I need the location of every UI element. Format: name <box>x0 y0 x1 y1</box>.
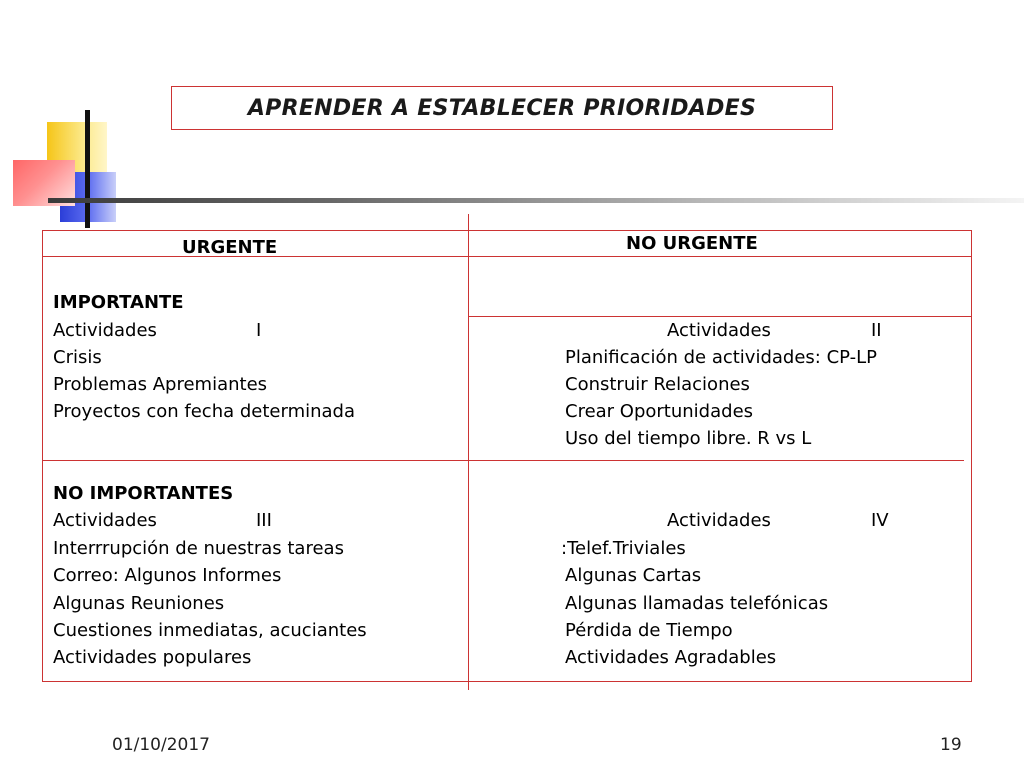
q4-item: :Telef.Triviales <box>561 538 686 559</box>
q3-item: Algunas Reuniones <box>53 593 225 614</box>
q4-heading: Actividades <box>667 510 771 531</box>
q4-item: Algunas llamadas telefónicas <box>565 593 829 614</box>
q3-item: Correo: Algunos Informes <box>53 565 282 586</box>
q2-item: Crear Oportunidades <box>565 401 754 422</box>
q3-numeral: III <box>256 510 272 531</box>
q3-heading: Actividades <box>53 510 157 531</box>
q1-heading: Actividades <box>53 320 157 341</box>
q4-item: Actividades Agradables <box>565 647 777 668</box>
q2-heading: Actividades <box>667 320 771 341</box>
q4-item: Algunas Cartas <box>565 565 702 586</box>
q2-item: Planificación de actividades: CP-LP <box>565 347 877 368</box>
header-urgente: URGENTE <box>182 237 278 258</box>
slide-title: APRENDER A ESTABLECER PRIORIDADES <box>171 86 833 130</box>
section-importante: IMPORTANTE <box>53 292 184 313</box>
q1-numeral: I <box>256 320 262 341</box>
footer-date: 01/10/2017 <box>112 735 210 755</box>
black-vertical-bar-decoration <box>85 110 90 228</box>
section-no-importantes: NO IMPORTANTES <box>53 483 234 504</box>
q4-item: Pérdida de Tiempo <box>565 620 733 641</box>
q1-item: Crisis <box>53 347 102 368</box>
q3-item: Actividades populares <box>53 647 252 668</box>
q2-item: Construir Relaciones <box>565 374 750 395</box>
middle-divider <box>42 460 964 461</box>
gray-horizontal-bar-decoration <box>48 198 1024 203</box>
q4-numeral: IV <box>871 510 889 531</box>
q2-item: Uso del tiempo libre. R vs L <box>565 428 812 449</box>
header-no-urgente: NO URGENTE <box>626 233 758 254</box>
q2-numeral: II <box>871 320 882 341</box>
q3-item: Interrrupción de nuestras tareas <box>53 538 344 559</box>
column-divider <box>468 214 469 690</box>
q3-item: Cuestiones inmediatas, acuciantes <box>53 620 367 641</box>
footer-page-number: 19 <box>940 735 962 755</box>
q1-item: Proyectos con fecha determinada <box>53 401 356 422</box>
q1-item: Problemas Apremiantes <box>53 374 268 395</box>
